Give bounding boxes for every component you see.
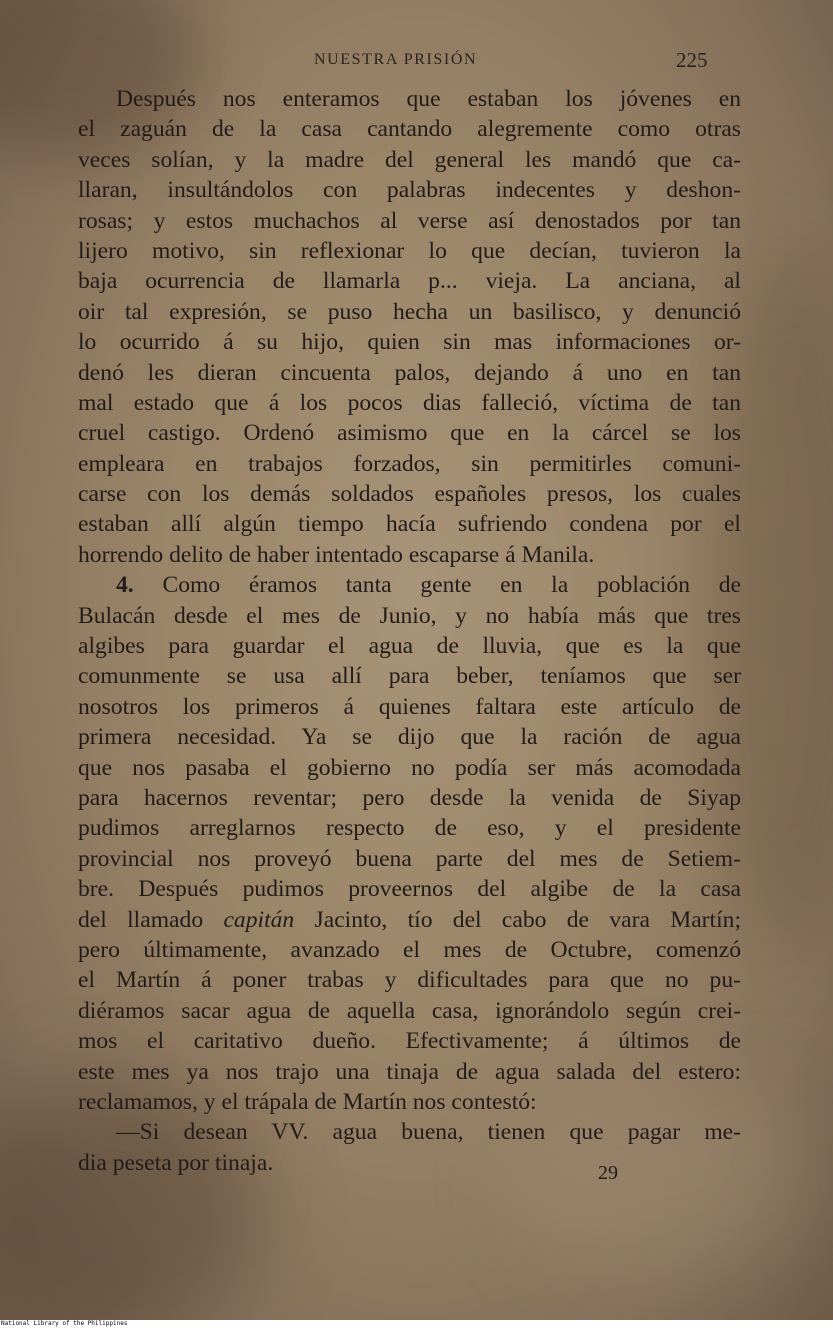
text-fragment: del llamado	[78, 906, 204, 933]
signature-mark: 29	[598, 1162, 618, 1184]
text-line: reclamamos, y el trápala de Martín nos contestó:	[78, 1088, 537, 1115]
text-line: pudimos arreglarnos respecto de eso, y el presidente	[78, 815, 741, 842]
text-line: mos el caritativo dueño. Efectivamente; á últimos de	[78, 1028, 741, 1055]
dialogue-line: dia peseta por tinaja.	[78, 1149, 274, 1176]
text-line: pero últimamente, avanzado el mes de Octubre, comenzó	[78, 936, 741, 963]
section-first-line	[78, 570, 741, 600]
text-line: diéramos sacar agua de aquella casa, ignorándolo según crei-	[78, 997, 741, 1024]
text-line: algibes para guardar el agua de lluvia, que es la que	[78, 633, 741, 660]
text-line: mal estado que á los pocos dias falleció, víctima de tan	[78, 389, 741, 416]
text-line-with-italic	[78, 905, 741, 935]
text-line: el Martín á poner trabas y dificultades para que no pu-	[78, 967, 741, 994]
text-line: oir tal expresión, se puso hecha un basilisco, y denunció	[78, 298, 741, 325]
running-title: NUESTRA PRISIÓN	[314, 51, 478, 68]
text-line: carse con los demás soldados españoles presos, los cuales	[78, 481, 741, 508]
text-line: baja ocurrencia de llamarla p... vieja. La anciana, al	[78, 268, 741, 295]
text-line: nosotros los primeros á quienes faltara este artículo de	[78, 693, 741, 720]
page-number: 225	[676, 48, 708, 72]
text-line: para hacernos reventar; pero desde la venida de Siyap	[78, 784, 741, 811]
page-header	[0, 46, 833, 76]
text-line: primera necesidad. Ya se dijo que la ración de agua	[78, 724, 741, 751]
text-line: estaban allí algún tiempo hacía sufriendo condena por el	[78, 511, 741, 538]
text-line: veces solían, y la madre del general les mandó que ca-	[78, 146, 741, 173]
library-credit: National Library of the Philippines	[1, 1320, 128, 1327]
text-line: Bulacán desde el mes de Junio, y no había más que tres	[78, 602, 741, 629]
dialogue-line: —Si desean VV. agua buena, tienen que pagar me-	[116, 1119, 741, 1146]
text-line: lijero motivo, sin reflexionar lo que decían, tuvieron la	[78, 237, 741, 264]
text-line: rosas; y estos muchachos al verse así denostados por tan	[78, 207, 741, 234]
text-line: el zaguán de la casa cantando alegremente como otras	[78, 116, 741, 143]
text-line: comunmente se usa allí para beber, teníamos que ser	[78, 663, 741, 690]
text-line: cruel castigo. Ordenó asimismo que en la cárcel se los	[78, 420, 741, 447]
text-line: empleara en trabajos forzados, sin permitirles comuni-	[78, 450, 741, 477]
text-line: este mes ya nos trajo una tinaja de agua salada del estero:	[78, 1058, 741, 1085]
text-fragment: Jacinto, tío del cabo de vara Martín;	[314, 906, 741, 933]
text-line: lo ocurrido á su hijo, quien sin mas informaciones or-	[78, 329, 741, 356]
text-line: denó les dieran cincuenta palos, dejando á uno en tan	[78, 359, 741, 386]
italic-word: capitán	[223, 906, 295, 933]
body-text	[78, 84, 741, 1178]
text-line: que nos pasaba el gobierno no podía ser más acomodada	[78, 754, 741, 781]
text-line: Después nos enteramos que estaban los jóvenes en	[116, 86, 741, 112]
section-number: 4.	[116, 572, 134, 599]
text-line: horrendo delito de haber intentado escaparse á Manila.	[78, 541, 595, 568]
text-line: bre. Después pudimos proveernos del algibe de la casa	[78, 876, 741, 903]
text-line: provincial nos proveyó buena parte del mes de Setiem-	[78, 845, 741, 872]
text-line: llaran, insultándolos con palabras indecentes y deshon-	[78, 177, 741, 204]
section-first-line-text: Como éramos tanta gente en la población de	[162, 572, 741, 599]
scan-footer	[0, 1320, 833, 1328]
